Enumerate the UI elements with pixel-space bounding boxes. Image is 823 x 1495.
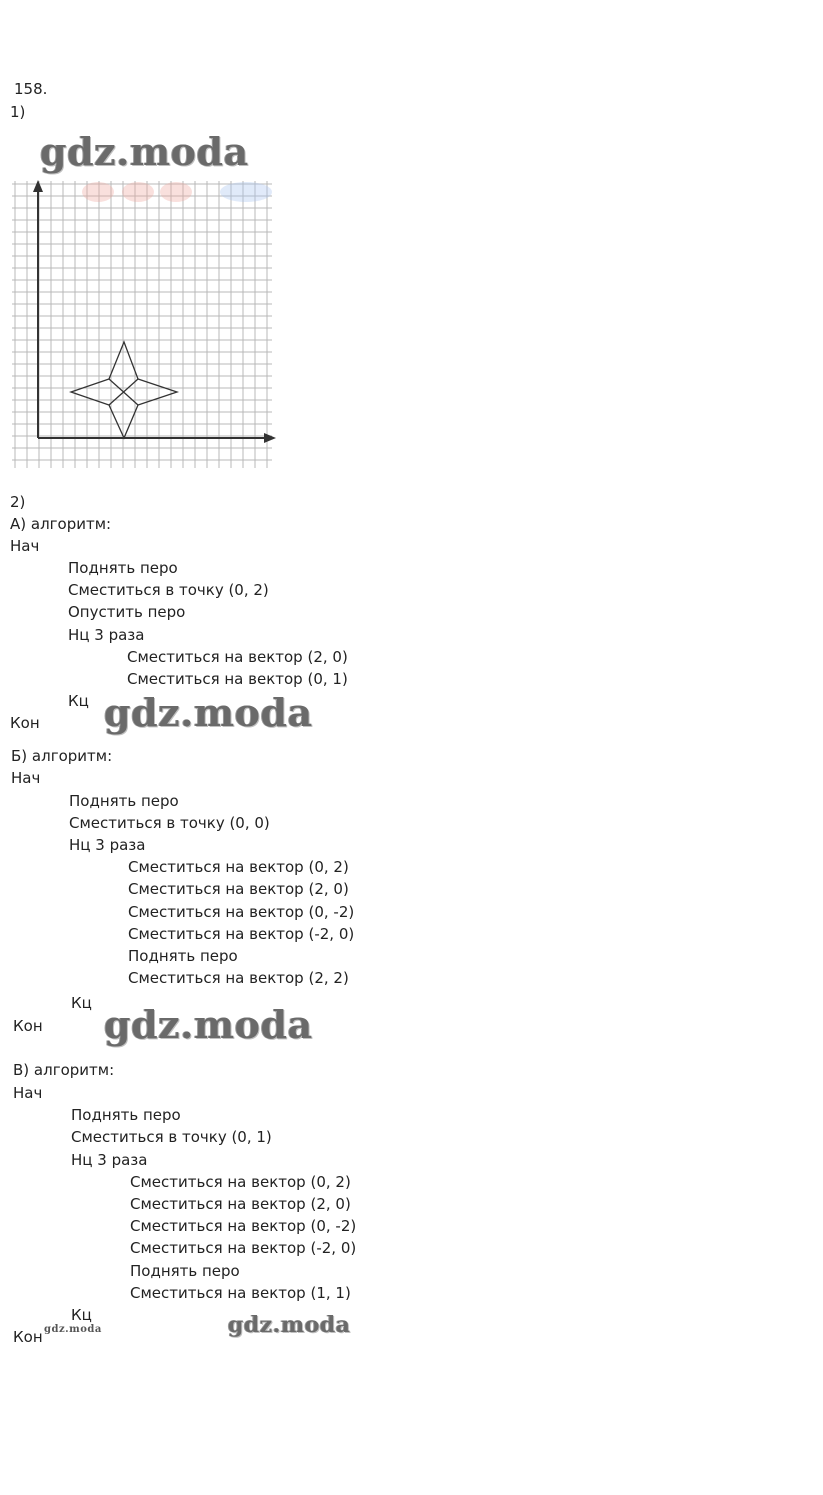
- alg-a-line-3: Опустить перо: [68, 603, 186, 621]
- part2-label: 2): [10, 493, 26, 511]
- task-number: 158.: [14, 80, 48, 98]
- alg-b-loop-end: Кц: [71, 994, 92, 1012]
- watermark-logo: gdz.moda: [104, 690, 313, 735]
- alg-b-body-3: Сместиться на вектор (0, -2): [128, 903, 355, 921]
- watermark-logo: gdz.moda: [40, 129, 249, 174]
- alg-b-line-2: Сместиться в точку (0, 0): [69, 814, 270, 832]
- alg-a-loop-end: Кц: [68, 692, 89, 710]
- grid-lines: [12, 181, 272, 468]
- coordinate-axes: [33, 180, 276, 443]
- alg-a-body-1: Сместиться на вектор (2, 0): [127, 648, 348, 666]
- alg-c-body-4: Сместиться на вектор (-2, 0): [130, 1239, 357, 1257]
- alg-a-title: А) алгоритм:: [10, 515, 112, 533]
- alg-c-body-3: Сместиться на вектор (0, -2): [130, 1217, 357, 1235]
- alg-b-line-1: Поднять перо: [69, 792, 179, 810]
- alg-b-begin: Нач: [11, 769, 41, 787]
- alg-c-loop-end: Кц: [71, 1306, 92, 1324]
- alg-b-end: Кон: [13, 1017, 43, 1035]
- alg-a-line-1: Поднять перо: [68, 559, 178, 577]
- alg-c-line-2: Сместиться в точку (0, 1): [71, 1128, 272, 1146]
- alg-b-body-1: Сместиться на вектор (0, 2): [128, 858, 349, 876]
- alg-c-line-1: Поднять перо: [71, 1106, 181, 1124]
- alg-a-line-2: Сместиться в точку (0, 2): [68, 581, 269, 599]
- alg-c-begin: Нач: [13, 1084, 43, 1102]
- grid-figure: [10, 176, 282, 470]
- alg-a-begin: Нач: [10, 537, 40, 555]
- watermark-logo: gdz.moda: [228, 1312, 351, 1338]
- alg-c-body-2: Сместиться на вектор (2, 0): [130, 1195, 351, 1213]
- watermark-logo: gdz.moda: [44, 1324, 102, 1335]
- alg-c-end: Кон: [13, 1328, 43, 1346]
- alg-c-body-1: Сместиться на вектор (0, 2): [130, 1173, 351, 1191]
- alg-c-body-5: Поднять перо: [130, 1262, 240, 1280]
- watermark-logo: gdz.moda: [104, 1002, 313, 1047]
- alg-a-loop: Нц 3 раза: [68, 626, 145, 644]
- alg-c-title: В) алгоритм:: [13, 1061, 115, 1079]
- alg-b-title: Б) алгоритм:: [11, 747, 113, 765]
- alg-b-body-4: Сместиться на вектор (-2, 0): [128, 925, 355, 943]
- alg-c-body-6: Сместиться на вектор (1, 1): [130, 1284, 351, 1302]
- alg-c-loop: Нц 3 раза: [71, 1151, 148, 1169]
- alg-b-body-5: Поднять перо: [128, 947, 238, 965]
- alg-b-body-6: Сместиться на вектор (2, 2): [128, 969, 349, 987]
- part1-label: 1): [10, 103, 26, 121]
- alg-b-loop: Нц 3 раза: [69, 836, 146, 854]
- alg-a-end: Кон: [10, 714, 40, 732]
- alg-a-body-2: Сместиться на вектор (0, 1): [127, 670, 348, 688]
- alg-b-body-2: Сместиться на вектор (2, 0): [128, 880, 349, 898]
